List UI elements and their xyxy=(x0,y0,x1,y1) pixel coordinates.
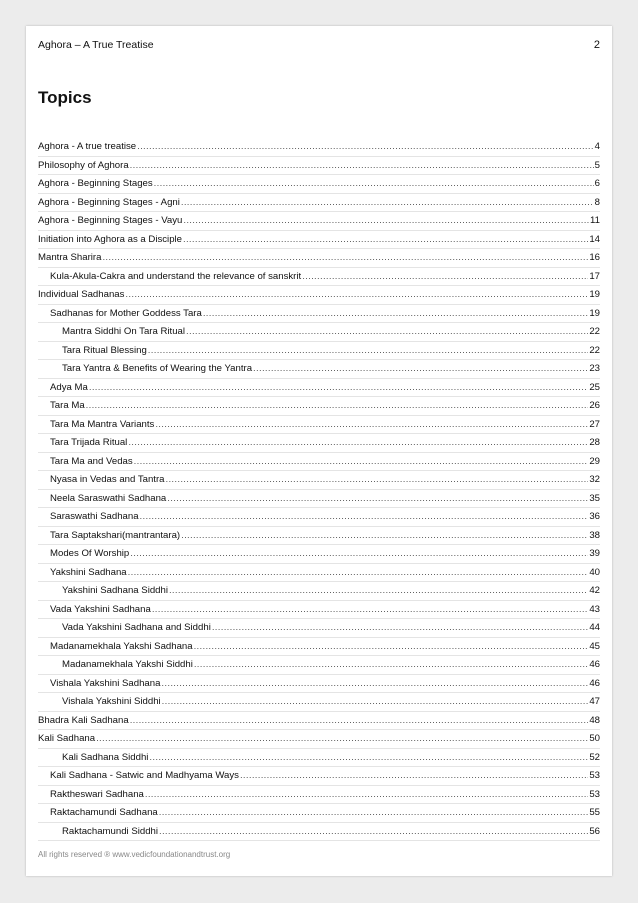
dot-leader xyxy=(159,823,588,842)
dot-leader xyxy=(154,175,594,194)
toc-entry-title: Vada Yakshini Sadhana xyxy=(50,603,151,615)
toc-entry-page: 39 xyxy=(589,548,600,559)
toc-entry[interactable] xyxy=(38,249,600,268)
document-title: Aghora – A True Treatise xyxy=(38,39,154,51)
toc-entry-title: Philosophy of Aghora xyxy=(38,159,129,171)
dot-leader xyxy=(128,564,589,583)
toc-entry-page: 25 xyxy=(589,381,600,393)
toc-entry[interactable] xyxy=(38,138,600,157)
toc-entry-title: Vada Yakshini Sadhana and Siddhi xyxy=(62,622,211,633)
toc-entry-title: Aghora - Beginning Stages - Agni xyxy=(38,196,180,208)
toc-entry-page: 26 xyxy=(589,400,600,411)
dot-leader xyxy=(145,786,588,805)
toc-entry-page: 32 xyxy=(589,474,600,485)
copyright-footer: All rights reserved ® www.vedicfoundationandtrust.org xyxy=(38,850,231,859)
dot-leader xyxy=(183,231,588,250)
toc-entry[interactable] xyxy=(38,638,600,657)
toc-entry[interactable] xyxy=(38,601,600,620)
toc-entry[interactable] xyxy=(38,730,600,749)
toc-entry-title: Sadhanas for Mother Goddess Tara xyxy=(50,307,202,319)
toc-entry-title: Tara Ma Mantra Variants xyxy=(50,418,155,430)
toc-entry-title: Tara Trijada Ritual xyxy=(50,437,128,448)
toc-entry-title: Nyasa in Vedas and Tantra xyxy=(50,474,165,485)
toc-entry-page: 11 xyxy=(590,215,600,226)
toc-entry[interactable] xyxy=(38,268,600,287)
dot-leader xyxy=(183,212,589,231)
toc-entry-title: Kali Sadhana Siddhi xyxy=(62,751,149,763)
document-page xyxy=(26,26,612,876)
toc-entry[interactable] xyxy=(38,508,600,527)
toc-entry[interactable] xyxy=(38,693,600,712)
toc-entry-page: 23 xyxy=(589,363,600,374)
table-of-contents xyxy=(38,138,600,841)
toc-entry[interactable] xyxy=(38,212,600,231)
toc-entry-title: Raktachamundi Siddhi xyxy=(62,825,158,837)
dot-leader xyxy=(148,342,589,361)
toc-entry-title: Aghora - A true treatise xyxy=(38,141,137,152)
toc-entry-title: Yakshini Sadhana Siddhi xyxy=(62,585,168,596)
toc-entry-title: Tara Ma xyxy=(50,400,85,411)
toc-entry[interactable] xyxy=(38,804,600,823)
toc-entry-title: Aghora - Beginning Stages xyxy=(38,178,153,189)
toc-entry-page: 44 xyxy=(589,622,600,633)
dot-leader xyxy=(167,490,588,509)
toc-entry-title: Vishala Yakshini Sadhana xyxy=(50,677,161,689)
dot-leader xyxy=(302,268,588,287)
toc-entry-page: 36 xyxy=(589,511,600,522)
toc-entry[interactable] xyxy=(38,416,600,435)
toc-entry[interactable] xyxy=(38,490,600,509)
toc-entry-page: 5 xyxy=(594,159,600,171)
toc-entry-title: Kula-Akula-Cakra and understand the relevance of sanskrit xyxy=(50,270,302,282)
dot-leader xyxy=(125,286,588,305)
dot-leader xyxy=(186,323,588,342)
toc-entry-page: 52 xyxy=(589,751,600,763)
toc-entry-title: Modes Of Worship xyxy=(50,548,130,559)
dot-leader xyxy=(102,249,588,268)
dot-leader xyxy=(161,675,588,694)
toc-entry[interactable] xyxy=(38,397,600,416)
toc-entry[interactable] xyxy=(38,231,600,250)
toc-entry-page: 45 xyxy=(589,640,600,652)
toc-entry[interactable] xyxy=(38,342,600,361)
toc-entry-page: 22 xyxy=(589,344,600,356)
toc-entry-title: Yakshini Sadhana xyxy=(50,566,127,578)
dot-leader xyxy=(194,638,589,657)
toc-entry-page: 35 xyxy=(589,492,600,504)
dot-leader xyxy=(137,138,594,157)
dot-leader xyxy=(253,360,588,379)
toc-entry-title: Kali Sadhana xyxy=(38,733,96,744)
dot-leader xyxy=(140,508,589,527)
toc-entry-page: 28 xyxy=(589,437,600,448)
toc-entry-title: Tara Ritual Blessing xyxy=(62,344,147,356)
toc-entry-title: Kali Sadhana - Satwic and Madhyama Ways xyxy=(50,770,239,781)
toc-entry[interactable] xyxy=(38,786,600,805)
toc-entry-title: Raktachamundi Sadhana xyxy=(50,807,158,818)
toc-entry-title: Bhadra Kali Sadhana xyxy=(38,714,129,726)
dot-leader xyxy=(166,471,589,490)
toc-entry-page: 27 xyxy=(589,418,600,430)
toc-entry-page: 48 xyxy=(589,714,600,726)
toc-entry[interactable] xyxy=(38,767,600,786)
toc-entry-page: 6 xyxy=(594,178,600,189)
toc-entry-title: Tara Saptakshari(mantrantara) xyxy=(50,529,181,541)
toc-entry[interactable] xyxy=(38,157,600,176)
toc-entry-page: 19 xyxy=(589,289,600,300)
toc-entry-page: 53 xyxy=(589,788,600,800)
toc-entry-page: 8 xyxy=(594,196,600,208)
dot-leader xyxy=(130,545,588,564)
toc-entry-title: Saraswathi Sadhana xyxy=(50,511,139,522)
dot-leader xyxy=(212,619,589,638)
toc-entry-title: Madanamekhala Yakshi Sadhana xyxy=(50,640,193,652)
toc-entry-title: Mantra Sharira xyxy=(38,252,102,263)
dot-leader xyxy=(134,453,589,472)
dot-leader xyxy=(149,749,588,768)
toc-entry[interactable] xyxy=(38,527,600,546)
toc-entry[interactable] xyxy=(38,545,600,564)
toc-entry-title: Mantra Siddhi On Tara Ritual xyxy=(62,326,186,337)
toc-entry[interactable] xyxy=(38,194,600,213)
toc-entry-page: 46 xyxy=(589,659,600,670)
toc-entry-page: 17 xyxy=(589,270,600,282)
dot-leader xyxy=(130,157,594,176)
dot-leader xyxy=(155,416,588,435)
dot-leader xyxy=(96,730,588,749)
toc-entry-page: 50 xyxy=(589,733,600,744)
toc-entry[interactable] xyxy=(38,379,600,398)
toc-entry-title: Aghora - Beginning Stages - Vayu xyxy=(38,215,183,226)
toc-entry-page: 53 xyxy=(589,770,600,781)
toc-entry-title: Individual Sadhanas xyxy=(38,289,125,300)
toc-entry[interactable] xyxy=(38,564,600,583)
toc-entry-page: 29 xyxy=(589,455,600,467)
toc-entry[interactable] xyxy=(38,823,600,842)
toc-entry[interactable] xyxy=(38,453,600,472)
toc-entry-title: Tara Ma and Vedas xyxy=(50,455,133,467)
toc-entry-page: 56 xyxy=(589,825,600,837)
topics-heading: Topics xyxy=(38,88,92,107)
toc-entry-title: Vishala Yakshini Siddhi xyxy=(62,696,161,707)
toc-entry-page: 47 xyxy=(589,696,600,707)
dot-leader xyxy=(194,656,588,675)
toc-entry[interactable] xyxy=(38,582,600,601)
toc-entry[interactable] xyxy=(38,675,600,694)
dot-leader xyxy=(89,379,588,398)
toc-entry-title: Tara Yantra & Benefits of Wearing the Yantra xyxy=(62,363,253,374)
toc-entry[interactable] xyxy=(38,749,600,768)
toc-entry-page: 22 xyxy=(589,326,600,337)
toc-entry-page: 14 xyxy=(589,233,600,245)
dot-leader xyxy=(203,305,589,324)
toc-entry[interactable] xyxy=(38,323,600,342)
toc-entry[interactable] xyxy=(38,360,600,379)
dot-leader xyxy=(159,804,589,823)
dot-leader xyxy=(162,693,589,712)
toc-entry-page: 19 xyxy=(589,307,600,319)
toc-entry-page: 16 xyxy=(589,252,600,263)
toc-entry[interactable] xyxy=(38,286,600,305)
page-number: 2 xyxy=(593,39,600,51)
toc-entry-page: 55 xyxy=(589,807,600,818)
toc-entry[interactable] xyxy=(38,656,600,675)
toc-entry-page: 40 xyxy=(589,566,600,578)
dot-leader xyxy=(181,527,588,546)
toc-entry-page: 38 xyxy=(589,529,600,541)
toc-entry[interactable] xyxy=(38,434,600,453)
toc-entry[interactable] xyxy=(38,305,600,324)
toc-entry-title: Initiation into Aghora as a Disciple xyxy=(38,233,182,245)
toc-entry-page: 42 xyxy=(589,585,600,596)
toc-entry-page: 46 xyxy=(589,677,600,689)
toc-entry-page: 43 xyxy=(589,603,600,615)
toc-entry[interactable] xyxy=(38,471,600,490)
toc-entry[interactable] xyxy=(38,712,600,731)
dot-leader xyxy=(130,712,589,731)
toc-entry-page: 4 xyxy=(594,141,600,152)
toc-entry-title: Adya Ma xyxy=(50,381,88,393)
dot-leader xyxy=(86,397,589,416)
dot-leader xyxy=(240,767,588,786)
toc-entry[interactable] xyxy=(38,175,600,194)
dot-leader xyxy=(128,434,588,453)
dot-leader xyxy=(181,194,594,213)
toc-entry-title: Madanamekhala Yakshi Siddhi xyxy=(62,659,193,670)
dot-leader xyxy=(152,601,589,620)
toc-entry-title: Neela Saraswathi Sadhana xyxy=(50,492,167,504)
dot-leader xyxy=(169,582,588,601)
toc-entry[interactable] xyxy=(38,619,600,638)
toc-entry-title: Raktheswari Sadhana xyxy=(50,788,144,800)
